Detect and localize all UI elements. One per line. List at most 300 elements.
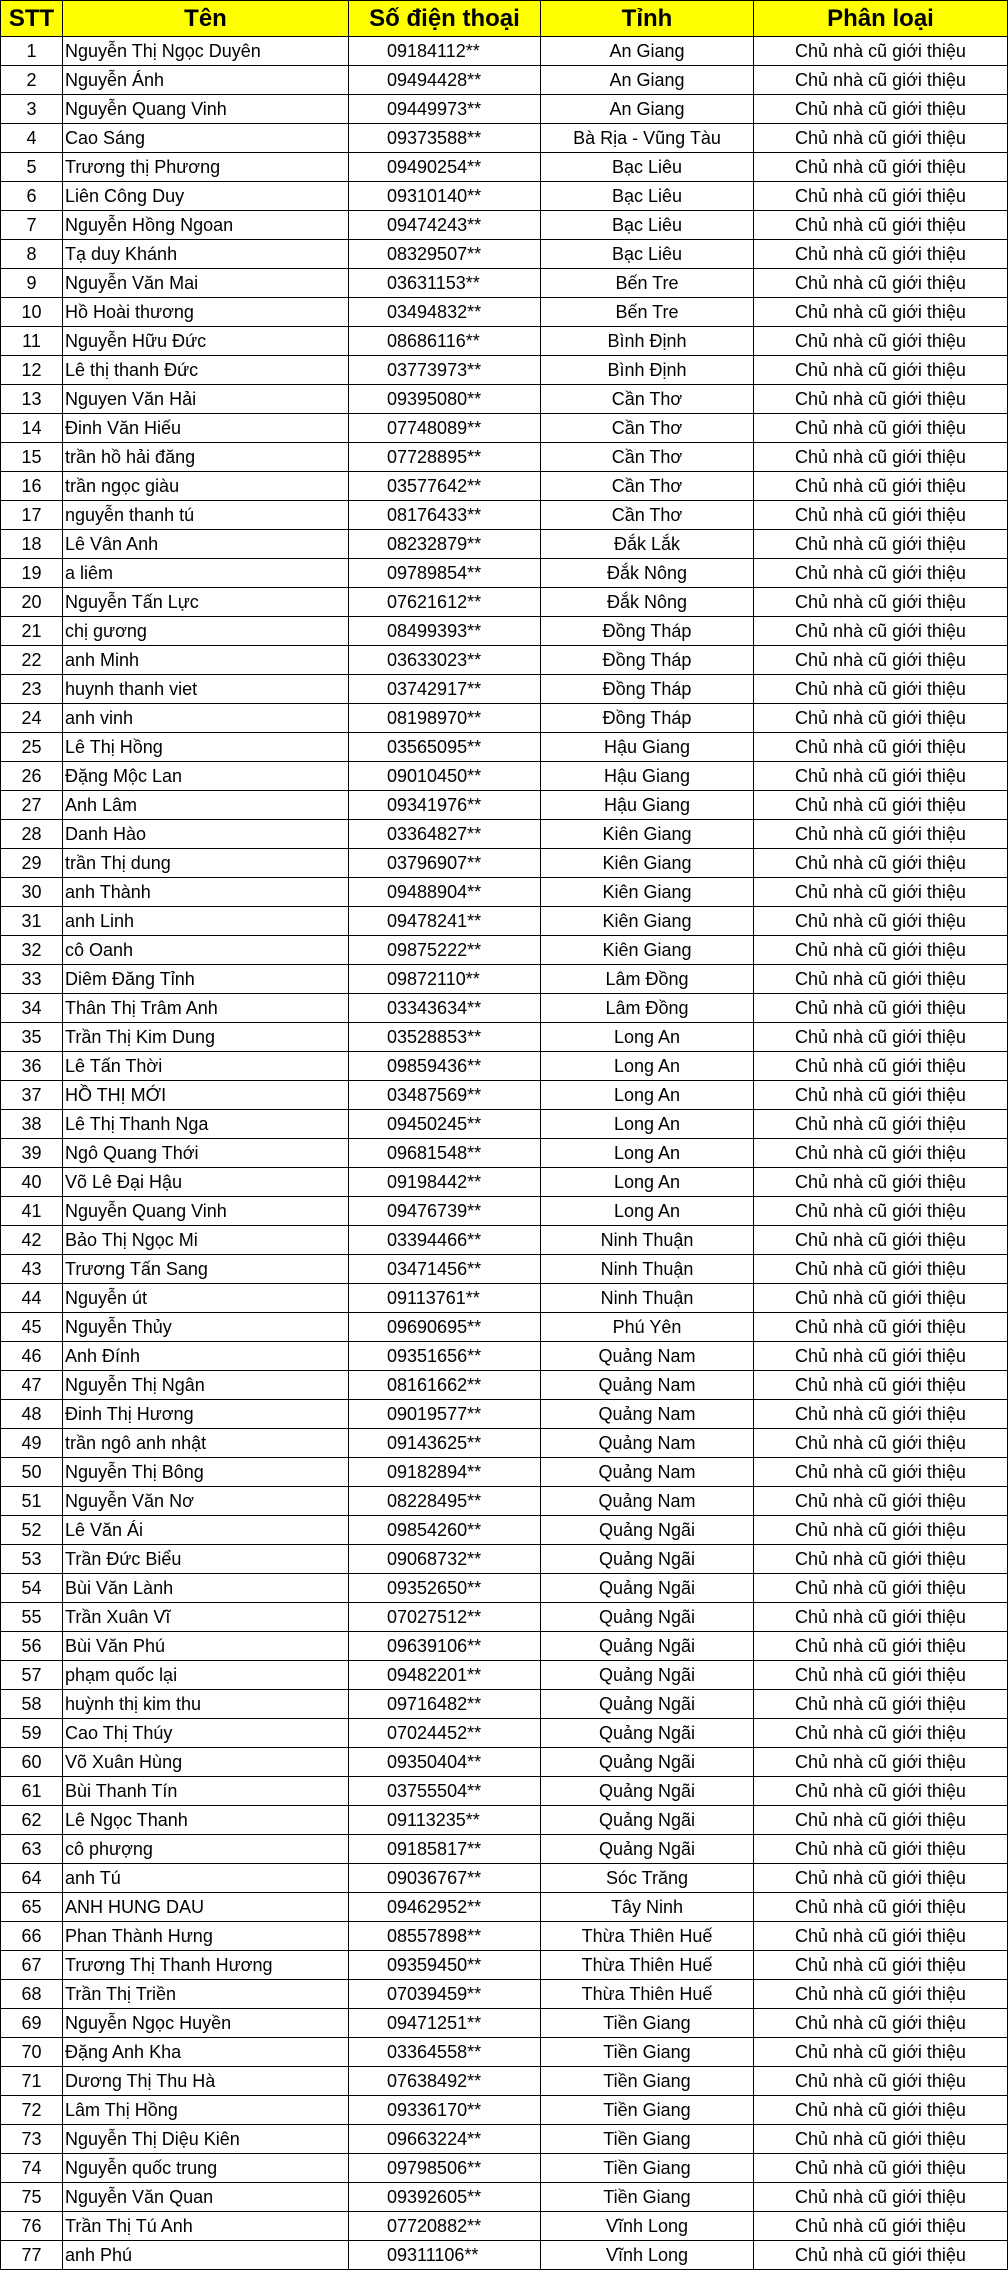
cell-name: nguyễn thanh tú xyxy=(63,501,349,530)
cell-stt: 21 xyxy=(1,617,63,646)
cell-name: Nguyễn Thủy xyxy=(63,1313,349,1342)
cell-phone: 07621612** xyxy=(349,588,541,617)
table-row xyxy=(1,559,1008,588)
table-row xyxy=(1,2038,1008,2067)
cell-phone: 09350404** xyxy=(349,1748,541,1777)
cell-province: Kiên Giang xyxy=(541,907,754,936)
table-row xyxy=(1,1052,1008,1081)
cell-stt: 74 xyxy=(1,2154,63,2183)
cell-province: Thừa Thiên Huế xyxy=(541,1980,754,2009)
cell-category: Chủ nhà cũ giới thiệu xyxy=(754,1226,1008,1255)
cell-stt: 63 xyxy=(1,1835,63,1864)
table-row xyxy=(1,240,1008,269)
table-row xyxy=(1,849,1008,878)
cell-category: Chủ nhà cũ giới thiệu xyxy=(754,1110,1008,1139)
table-row xyxy=(1,2154,1008,2183)
cell-name: Cao Thị Thúy xyxy=(63,1719,349,1748)
cell-category: Chủ nhà cũ giới thiệu xyxy=(754,414,1008,443)
cell-stt: 38 xyxy=(1,1110,63,1139)
cell-name: Lê Thị Hồng xyxy=(63,733,349,762)
cell-stt: 14 xyxy=(1,414,63,443)
table-row xyxy=(1,472,1008,501)
cell-province: Cần Thơ xyxy=(541,414,754,443)
cell-stt: 43 xyxy=(1,1255,63,1284)
cell-province: Đắk Nông xyxy=(541,559,754,588)
cell-province: Đắk Nông xyxy=(541,588,754,617)
cell-category: Chủ nhà cũ giới thiệu xyxy=(754,791,1008,820)
cell-stt: 11 xyxy=(1,327,63,356)
cell-stt: 66 xyxy=(1,1922,63,1951)
cell-phone: 09198442** xyxy=(349,1168,541,1197)
cell-stt: 44 xyxy=(1,1284,63,1313)
cell-category: Chủ nhà cũ giới thiệu xyxy=(754,965,1008,994)
cell-category: Chủ nhà cũ giới thiệu xyxy=(754,733,1008,762)
cell-name: Trương Thị Thanh Hương xyxy=(63,1951,349,1980)
table-row xyxy=(1,1893,1008,1922)
cell-category: Chủ nhà cũ giới thiệu xyxy=(754,2038,1008,2067)
cell-phone: 09351656** xyxy=(349,1342,541,1371)
cell-stt: 3 xyxy=(1,95,63,124)
cell-name: Trần Thị Tú Anh xyxy=(63,2212,349,2241)
cell-name: Dương Thị Thu Hà xyxy=(63,2067,349,2096)
cell-category: Chủ nhà cũ giới thiệu xyxy=(754,1168,1008,1197)
cell-phone: 09311106** xyxy=(349,2241,541,2270)
cell-category: Chủ nhà cũ giới thiệu xyxy=(754,762,1008,791)
table-row xyxy=(1,1632,1008,1661)
cell-name: Nguyễn út xyxy=(63,1284,349,1313)
cell-phone: 07638492** xyxy=(349,2067,541,2096)
cell-name: Trương Tấn Sang xyxy=(63,1255,349,1284)
cell-province: Vĩnh Long xyxy=(541,2212,754,2241)
cell-province: An Giang xyxy=(541,95,754,124)
table-row xyxy=(1,153,1008,182)
cell-name: Bùi Thanh Tín xyxy=(63,1777,349,1806)
cell-category: Chủ nhà cũ giới thiệu xyxy=(754,95,1008,124)
cell-category: Chủ nhà cũ giới thiệu xyxy=(754,1806,1008,1835)
table-row xyxy=(1,95,1008,124)
cell-category: Chủ nhà cũ giới thiệu xyxy=(754,153,1008,182)
header-category: Phân loại xyxy=(754,1,1008,37)
table-row xyxy=(1,733,1008,762)
cell-category: Chủ nhà cũ giới thiệu xyxy=(754,2067,1008,2096)
cell-name: Bùi Văn Phú xyxy=(63,1632,349,1661)
table-row xyxy=(1,936,1008,965)
cell-name: Trần Xuân Vĩ xyxy=(63,1603,349,1632)
cell-province: Đắk Lắk xyxy=(541,530,754,559)
cell-stt: 73 xyxy=(1,2125,63,2154)
cell-name: Nguyễn Thị Bông xyxy=(63,1458,349,1487)
cell-phone: 09068732** xyxy=(349,1545,541,1574)
cell-province: Quảng Ngãi xyxy=(541,1777,754,1806)
table-row xyxy=(1,2125,1008,2154)
cell-stt: 35 xyxy=(1,1023,63,1052)
table-row xyxy=(1,675,1008,704)
table-row xyxy=(1,1313,1008,1342)
cell-stt: 69 xyxy=(1,2009,63,2038)
cell-province: Quảng Ngãi xyxy=(541,1545,754,1574)
cell-stt: 36 xyxy=(1,1052,63,1081)
cell-name: Danh Hào xyxy=(63,820,349,849)
cell-stt: 17 xyxy=(1,501,63,530)
cell-province: Đồng Tháp xyxy=(541,675,754,704)
cell-province: Long An xyxy=(541,1052,754,1081)
table-row xyxy=(1,907,1008,936)
cell-name: Đinh Văn Hiếu xyxy=(63,414,349,443)
table-row xyxy=(1,1980,1008,2009)
cell-phone: 09010450** xyxy=(349,762,541,791)
cell-name: Diêm Đăng Tỉnh xyxy=(63,965,349,994)
cell-stt: 27 xyxy=(1,791,63,820)
cell-province: Quảng Ngãi xyxy=(541,1632,754,1661)
cell-category: Chủ nhà cũ giới thiệu xyxy=(754,1574,1008,1603)
cell-province: Sóc Trăng xyxy=(541,1864,754,1893)
cell-stt: 42 xyxy=(1,1226,63,1255)
cell-name: Trần Thị Triền xyxy=(63,1980,349,2009)
table-row xyxy=(1,994,1008,1023)
cell-category: Chủ nhà cũ giới thiệu xyxy=(754,1632,1008,1661)
cell-phone: 09789854** xyxy=(349,559,541,588)
table-row xyxy=(1,2212,1008,2241)
cell-phone: 03633023** xyxy=(349,646,541,675)
cell-phone: 03487569** xyxy=(349,1081,541,1110)
cell-phone: 09716482** xyxy=(349,1690,541,1719)
table-row xyxy=(1,1458,1008,1487)
cell-province: Bình Định xyxy=(541,327,754,356)
table-row xyxy=(1,66,1008,95)
cell-phone: 09449973** xyxy=(349,95,541,124)
table-row xyxy=(1,182,1008,211)
cell-stt: 72 xyxy=(1,2096,63,2125)
cell-province: An Giang xyxy=(541,37,754,66)
cell-phone: 09373588** xyxy=(349,124,541,153)
cell-phone: 08228495** xyxy=(349,1487,541,1516)
cell-stt: 64 xyxy=(1,1864,63,1893)
cell-phone: 03796907** xyxy=(349,849,541,878)
table-row xyxy=(1,211,1008,240)
cell-province: Bà Rịa - Vũng Tàu xyxy=(541,124,754,153)
table-row xyxy=(1,704,1008,733)
cell-stt: 53 xyxy=(1,1545,63,1574)
cell-phone: 09143625** xyxy=(349,1429,541,1458)
table-row xyxy=(1,2009,1008,2038)
cell-name: huỳnh thị kim thu xyxy=(63,1690,349,1719)
cell-phone: 09392605** xyxy=(349,2183,541,2212)
table-row xyxy=(1,1197,1008,1226)
cell-name: Bùi Văn Lành xyxy=(63,1574,349,1603)
cell-stt: 15 xyxy=(1,443,63,472)
cell-stt: 60 xyxy=(1,1748,63,1777)
cell-stt: 61 xyxy=(1,1777,63,1806)
cell-category: Chủ nhà cũ giới thiệu xyxy=(754,2125,1008,2154)
cell-phone: 09478241** xyxy=(349,907,541,936)
cell-stt: 58 xyxy=(1,1690,63,1719)
table-row xyxy=(1,124,1008,153)
cell-stt: 23 xyxy=(1,675,63,704)
table-row xyxy=(1,2096,1008,2125)
cell-stt: 5 xyxy=(1,153,63,182)
cell-name: Anh Đính xyxy=(63,1342,349,1371)
cell-phone: 09859436** xyxy=(349,1052,541,1081)
table-row xyxy=(1,1226,1008,1255)
cell-name: Lê thị thanh Đức xyxy=(63,356,349,385)
table-row xyxy=(1,588,1008,617)
cell-phone: 07039459** xyxy=(349,1980,541,2009)
cell-category: Chủ nhà cũ giới thiệu xyxy=(754,1052,1008,1081)
cell-province: Quảng Nam xyxy=(541,1371,754,1400)
table-row xyxy=(1,1864,1008,1893)
header-province: Tỉnh xyxy=(541,1,754,37)
table-row xyxy=(1,1429,1008,1458)
cell-category: Chủ nhà cũ giới thiệu xyxy=(754,240,1008,269)
cell-province: Bạc Liêu xyxy=(541,153,754,182)
cell-name: Tạ duy Khánh xyxy=(63,240,349,269)
cell-province: Long An xyxy=(541,1110,754,1139)
cell-stt: 16 xyxy=(1,472,63,501)
cell-stt: 1 xyxy=(1,37,63,66)
cell-category: Chủ nhà cũ giới thiệu xyxy=(754,472,1008,501)
cell-name: Đặng Anh Kha xyxy=(63,2038,349,2067)
cell-province: Bạc Liêu xyxy=(541,240,754,269)
cell-name: ANH HUNG DAU xyxy=(63,1893,349,1922)
table-row xyxy=(1,2241,1008,2270)
table-row xyxy=(1,327,1008,356)
table-row xyxy=(1,37,1008,66)
cell-province: Thừa Thiên Huế xyxy=(541,1951,754,1980)
cell-stt: 62 xyxy=(1,1806,63,1835)
table-row xyxy=(1,1342,1008,1371)
cell-stt: 39 xyxy=(1,1139,63,1168)
cell-name: a liêm xyxy=(63,559,349,588)
cell-stt: 34 xyxy=(1,994,63,1023)
cell-phone: 03755504** xyxy=(349,1777,541,1806)
cell-stt: 59 xyxy=(1,1719,63,1748)
cell-name: Đinh Thị Hương xyxy=(63,1400,349,1429)
cell-category: Chủ nhà cũ giới thiệu xyxy=(754,1023,1008,1052)
cell-category: Chủ nhà cũ giới thiệu xyxy=(754,704,1008,733)
cell-name: Nguyễn Thị Diệu Kiên xyxy=(63,2125,349,2154)
cell-phone: 07720882** xyxy=(349,2212,541,2241)
cell-province: Long An xyxy=(541,1139,754,1168)
cell-phone: 09690695** xyxy=(349,1313,541,1342)
table-row xyxy=(1,646,1008,675)
cell-province: Bến Tre xyxy=(541,298,754,327)
cell-province: Tây Ninh xyxy=(541,1893,754,1922)
cell-stt: 56 xyxy=(1,1632,63,1661)
cell-phone: 09341976** xyxy=(349,791,541,820)
cell-phone: 07024452** xyxy=(349,1719,541,1748)
cell-province: Quảng Ngãi xyxy=(541,1719,754,1748)
cell-province: Long An xyxy=(541,1081,754,1110)
cell-category: Chủ nhà cũ giới thiệu xyxy=(754,994,1008,1023)
cell-phone: 08557898** xyxy=(349,1922,541,1951)
cell-province: Bến Tre xyxy=(541,269,754,298)
cell-category: Chủ nhà cũ giới thiệu xyxy=(754,501,1008,530)
cell-phone: 09113761** xyxy=(349,1284,541,1313)
cell-stt: 41 xyxy=(1,1197,63,1226)
table-row xyxy=(1,1255,1008,1284)
cell-province: Quảng Ngãi xyxy=(541,1806,754,1835)
cell-stt: 47 xyxy=(1,1371,63,1400)
cell-phone: 03394466** xyxy=(349,1226,541,1255)
cell-category: Chủ nhà cũ giới thiệu xyxy=(754,530,1008,559)
cell-province: Cần Thơ xyxy=(541,385,754,414)
cell-category: Chủ nhà cũ giới thiệu xyxy=(754,1197,1008,1226)
cell-stt: 32 xyxy=(1,936,63,965)
cell-name: Nguyễn Văn Quan xyxy=(63,2183,349,2212)
cell-province: Vĩnh Long xyxy=(541,2241,754,2270)
table-row xyxy=(1,820,1008,849)
cell-phone: 09875222** xyxy=(349,936,541,965)
cell-category: Chủ nhà cũ giới thiệu xyxy=(754,675,1008,704)
cell-phone: 03494832** xyxy=(349,298,541,327)
cell-phone: 09476739** xyxy=(349,1197,541,1226)
cell-category: Chủ nhà cũ giới thiệu xyxy=(754,1429,1008,1458)
cell-name: Trần Thị Kim Dung xyxy=(63,1023,349,1052)
cell-phone: 09798506** xyxy=(349,2154,541,2183)
cell-province: Lâm Đồng xyxy=(541,994,754,1023)
cell-phone: 03565095** xyxy=(349,733,541,762)
cell-category: Chủ nhà cũ giới thiệu xyxy=(754,1980,1008,2009)
cell-name: Nguyễn Hồng Ngoan xyxy=(63,211,349,240)
cell-phone: 03343634** xyxy=(349,994,541,1023)
table-row xyxy=(1,1603,1008,1632)
table-row xyxy=(1,1400,1008,1429)
cell-category: Chủ nhà cũ giới thiệu xyxy=(754,37,1008,66)
cell-stt: 6 xyxy=(1,182,63,211)
cell-stt: 24 xyxy=(1,704,63,733)
cell-name: Hồ Hoài thương xyxy=(63,298,349,327)
cell-category: Chủ nhà cũ giới thiệu xyxy=(754,1893,1008,1922)
cell-phone: 08176433** xyxy=(349,501,541,530)
table-row xyxy=(1,878,1008,907)
cell-category: Chủ nhà cũ giới thiệu xyxy=(754,211,1008,240)
cell-phone: 09462952** xyxy=(349,1893,541,1922)
table-row xyxy=(1,1719,1008,1748)
cell-stt: 49 xyxy=(1,1429,63,1458)
cell-phone: 03364827** xyxy=(349,820,541,849)
cell-province: Long An xyxy=(541,1168,754,1197)
cell-phone: 03742917** xyxy=(349,675,541,704)
cell-name: Nguyễn Thị Ngân xyxy=(63,1371,349,1400)
cell-stt: 22 xyxy=(1,646,63,675)
cell-province: Quảng Ngãi xyxy=(541,1661,754,1690)
cell-name: phạm quốc lại xyxy=(63,1661,349,1690)
cell-stt: 70 xyxy=(1,2038,63,2067)
cell-stt: 57 xyxy=(1,1661,63,1690)
cell-phone: 08686116** xyxy=(349,327,541,356)
cell-category: Chủ nhà cũ giới thiệu xyxy=(754,2183,1008,2212)
cell-category: Chủ nhà cũ giới thiệu xyxy=(754,385,1008,414)
cell-stt: 30 xyxy=(1,878,63,907)
table-row xyxy=(1,501,1008,530)
cell-province: Quảng Ngãi xyxy=(541,1574,754,1603)
cell-province: Cần Thơ xyxy=(541,443,754,472)
cell-phone: 03773973** xyxy=(349,356,541,385)
cell-category: Chủ nhà cũ giới thiệu xyxy=(754,66,1008,95)
header-row xyxy=(1,1,1008,37)
cell-stt: 20 xyxy=(1,588,63,617)
cell-category: Chủ nhà cũ giới thiệu xyxy=(754,878,1008,907)
cell-phone: 09113235** xyxy=(349,1806,541,1835)
table-row xyxy=(1,2183,1008,2212)
cell-province: Kiên Giang xyxy=(541,820,754,849)
cell-phone: 08329507** xyxy=(349,240,541,269)
cell-stt: 9 xyxy=(1,269,63,298)
table-body xyxy=(1,37,1008,2270)
cell-name: Nguyễn Ánh xyxy=(63,66,349,95)
cell-province: Tiền Giang xyxy=(541,2154,754,2183)
cell-name: Anh Lâm xyxy=(63,791,349,820)
cell-category: Chủ nhà cũ giới thiệu xyxy=(754,820,1008,849)
cell-stt: 51 xyxy=(1,1487,63,1516)
table-row xyxy=(1,1516,1008,1545)
cell-province: Đồng Tháp xyxy=(541,646,754,675)
cell-stt: 48 xyxy=(1,1400,63,1429)
cell-phone: 09488904** xyxy=(349,878,541,907)
cell-stt: 54 xyxy=(1,1574,63,1603)
cell-province: Bình Định xyxy=(541,356,754,385)
table-row xyxy=(1,1284,1008,1313)
cell-category: Chủ nhà cũ giới thiệu xyxy=(754,1313,1008,1342)
cell-category: Chủ nhà cũ giới thiệu xyxy=(754,1545,1008,1574)
cell-category: Chủ nhà cũ giới thiệu xyxy=(754,182,1008,211)
table-row xyxy=(1,1081,1008,1110)
cell-province: Hậu Giang xyxy=(541,791,754,820)
cell-category: Chủ nhà cũ giới thiệu xyxy=(754,2096,1008,2125)
cell-province: Đồng Tháp xyxy=(541,617,754,646)
cell-stt: 10 xyxy=(1,298,63,327)
cell-stt: 37 xyxy=(1,1081,63,1110)
cell-name: Ngô Quang Thới xyxy=(63,1139,349,1168)
cell-name: Lê Văn Ái xyxy=(63,1516,349,1545)
cell-stt: 28 xyxy=(1,820,63,849)
cell-phone: 08161662** xyxy=(349,1371,541,1400)
cell-name: Trần Đức Biểu xyxy=(63,1545,349,1574)
table-row xyxy=(1,1661,1008,1690)
cell-category: Chủ nhà cũ giới thiệu xyxy=(754,1255,1008,1284)
cell-stt: 76 xyxy=(1,2212,63,2241)
cell-name: Nguyễn Ngọc Huyền xyxy=(63,2009,349,2038)
cell-stt: 65 xyxy=(1,1893,63,1922)
cell-category: Chủ nhà cũ giới thiệu xyxy=(754,443,1008,472)
cell-category: Chủ nhà cũ giới thiệu xyxy=(754,2009,1008,2038)
header-stt: STT xyxy=(1,1,63,37)
cell-province: Quảng Nam xyxy=(541,1342,754,1371)
cell-name: Lâm Thị Hồng xyxy=(63,2096,349,2125)
table-row xyxy=(1,1690,1008,1719)
cell-name: Lê Thị Thanh Nga xyxy=(63,1110,349,1139)
cell-phone: 09450245** xyxy=(349,1110,541,1139)
cell-category: Chủ nhà cũ giới thiệu xyxy=(754,617,1008,646)
cell-stt: 68 xyxy=(1,1980,63,2009)
table-row xyxy=(1,2067,1008,2096)
cell-phone: 09182894** xyxy=(349,1458,541,1487)
cell-province: Ninh Thuận xyxy=(541,1284,754,1313)
cell-stt: 77 xyxy=(1,2241,63,2270)
cell-phone: 09471251** xyxy=(349,2009,541,2038)
table-row xyxy=(1,443,1008,472)
cell-phone: 03471456** xyxy=(349,1255,541,1284)
cell-province: Tiền Giang xyxy=(541,2183,754,2212)
cell-province: Bạc Liêu xyxy=(541,211,754,240)
cell-phone: 03528853** xyxy=(349,1023,541,1052)
cell-province: Hậu Giang xyxy=(541,733,754,762)
cell-stt: 29 xyxy=(1,849,63,878)
cell-name: Nguyễn Quang Vinh xyxy=(63,1197,349,1226)
cell-phone: 09639106** xyxy=(349,1632,541,1661)
cell-phone: 09395080** xyxy=(349,385,541,414)
cell-phone: 09854260** xyxy=(349,1516,541,1545)
